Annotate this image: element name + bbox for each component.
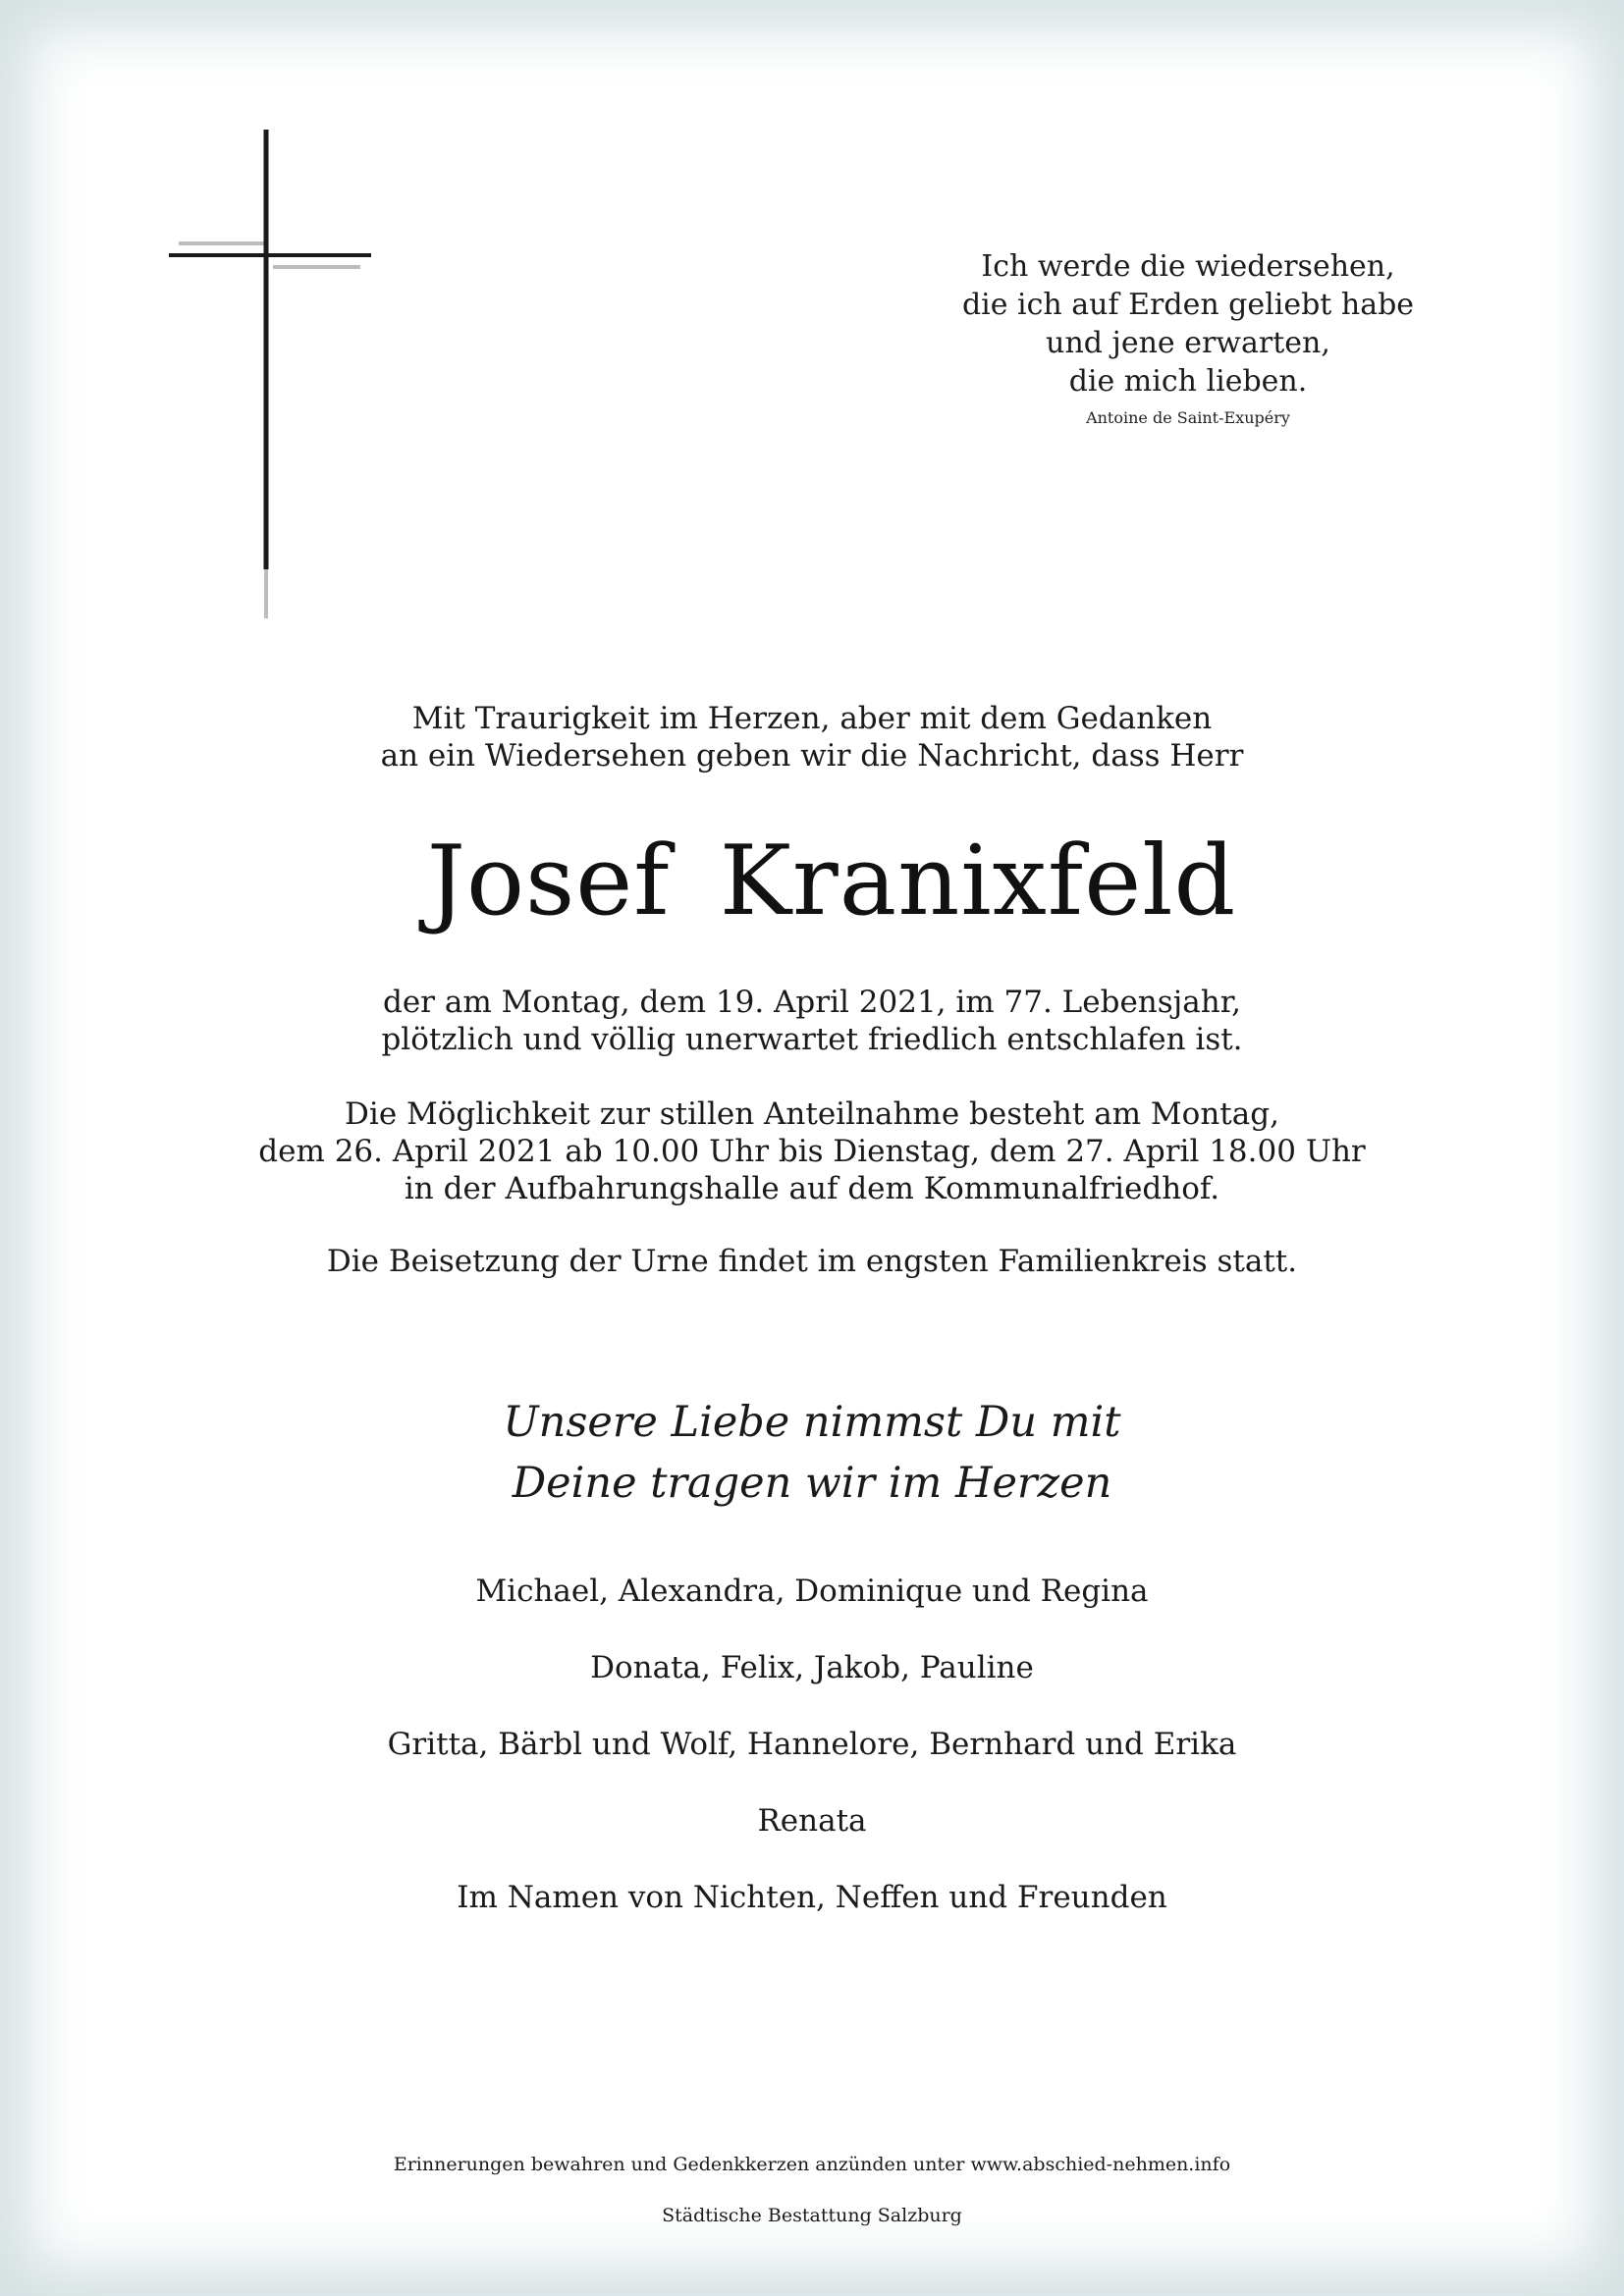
- deceased-name: Josef Kranixfeld: [426, 826, 1237, 937]
- intro-line: Mit Traurigkeit im Herzen, aber mit dem Gedanken: [411, 701, 1213, 736]
- mourners-item: Donata, Felix, Jakob, Pauline: [590, 1650, 1034, 1685]
- quote-line: Ich werde die wiedersehen,: [981, 249, 1395, 284]
- viewing-line: Die Möglichkeit zur stillen Anteilnahme besteht am Montag,: [345, 1096, 1279, 1132]
- death-notice: [0, 984, 1624, 1058]
- mourners-item: Michael, Alexandra, Dominique und Regina: [475, 1574, 1149, 1609]
- motto-line: Deine tragen wir im Herzen: [512, 1459, 1112, 1508]
- death-notice-line: der am Montag, dem 19. April 2021, im 77. Lebensjahr,: [382, 985, 1242, 1020]
- intro-line: an ein Wiedersehen geben wir die Nachricht, dass Herr: [380, 738, 1244, 774]
- mourners-item: Renata: [757, 1803, 867, 1839]
- quote-line: die mich lieben.: [1068, 364, 1308, 399]
- cross-icon: [157, 128, 383, 618]
- death-notice-line: plötzlich und völlig unerwartet friedlich entschlafen ist.: [381, 1022, 1243, 1057]
- mourners-list: [0, 1573, 1624, 1955]
- quote-block: [874, 247, 1502, 430]
- quote-line: und jene erwarten,: [1046, 326, 1330, 360]
- undertaker-name: Städtische Bestattung Salzburg: [662, 2205, 962, 2226]
- viewing-line: dem 26. April 2021 ab 10.00 Uhr bis Dienstag, dem 27. April 18.00 Uhr: [258, 1134, 1366, 1169]
- quote-author: Antoine de Saint-Exupéry: [1086, 408, 1290, 427]
- burial-info: Die Beisetzung der Urne findet im engsten Familienkreis statt.: [326, 1244, 1298, 1279]
- motto: [0, 1392, 1624, 1514]
- viewing-line: in der Aufbahrungshalle auf dem Kommunalfriedhof.: [404, 1171, 1220, 1206]
- viewing-info: [0, 1095, 1624, 1207]
- quote-line: die ich auf Erden geliebt habe: [961, 288, 1415, 322]
- mourners-item: Gritta, Bärbl und Wolf, Hannelore, Bernhard und Erika: [387, 1727, 1237, 1762]
- mourners-item: Im Namen von Nichten, Neffen und Freunden: [457, 1880, 1167, 1915]
- intro-text: [0, 700, 1624, 774]
- memorial-website-text: Erinnerungen bewahren und Gedenkkerzen anzünden unter www.abschied-nehmen.info: [393, 2154, 1231, 2175]
- motto-line: Unsere Liebe nimmst Du mit: [503, 1398, 1121, 1447]
